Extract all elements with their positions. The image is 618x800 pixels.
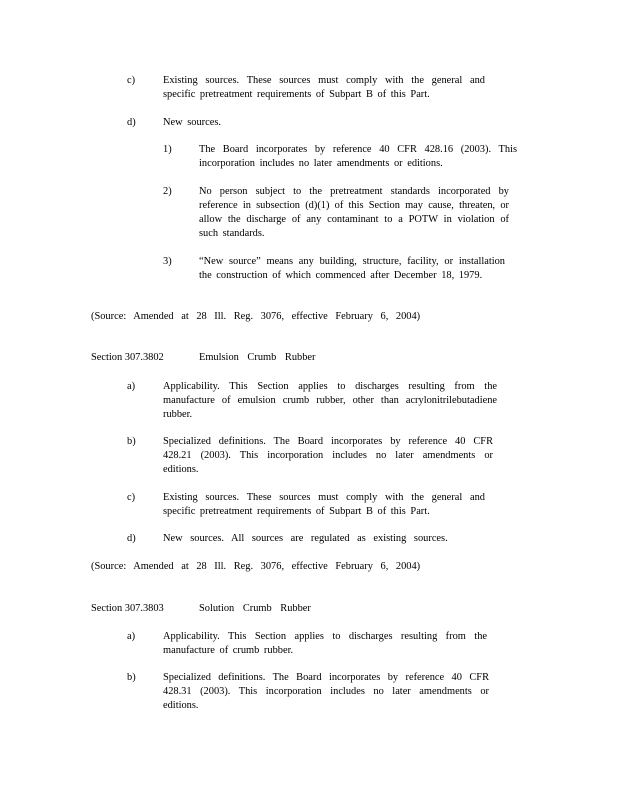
subsection-label-d: d)	[127, 533, 136, 544]
item-label-d1: 1)	[163, 144, 172, 155]
source-note: (Source: Amended at 28 Ill. Reg. 3076, effective February 6, 2004)	[91, 311, 421, 322]
subsection-label-a: a)	[127, 631, 136, 642]
subsection-label-b: b)	[127, 436, 136, 447]
section-title: Emulsion Crumb Rubber	[199, 352, 316, 363]
subsection-text-b: Specialized definitions. The Board incorporates by reference 40 CFR 428.31 (2003). This incorporation includes no later amendments or editions.	[163, 672, 489, 711]
item-text-d3: “New source” means any building, structure, facility, or installation the construction of which commenced after December 18, 1979.	[199, 256, 505, 281]
subsection-text-b: Specialized definitions. The Board incorporates by reference 40 CFR 428.21 (2003). This incorporation includes no later amendments or editions.	[163, 436, 493, 475]
subsection-text-c: Existing sources. These sources must comply with the general and specific pretreatment requirements of Subpart B of this Part.	[163, 492, 485, 517]
subsection-text-d: New sources. All sources are regulated as existing sources.	[163, 533, 448, 544]
item-label-d2: 2)	[163, 186, 172, 197]
subsection-text-c: Existing sources. These sources must comply with the general and specific pretreatment requirements of Subpart B of this Part.	[163, 75, 485, 100]
source-note: (Source: Amended at 28 Ill. Reg. 3076, effective February 6, 2004)	[91, 561, 421, 572]
item-text-d2: No person subject to the pretreatment standards incorporated by reference in subsection (d)(1) of this Section may cause, threaten, or allow the discharge of any contaminant to a POTW in violation of such standards.	[199, 186, 509, 239]
item-text-d1: The Board incorporates by reference 40 CFR 428.16 (2003). This incorporation includes no later amendments or editions.	[199, 144, 517, 169]
subsection-text-a: Applicability. This Section applies to discharges resulting from the manufacture of emulsion crumb rubber, other than acrylonitrilebutadiene rubber.	[163, 381, 497, 420]
subsection-label-d: d)	[127, 117, 136, 128]
subsection-label-b: b)	[127, 672, 136, 683]
subsection-label-c: c)	[127, 75, 136, 86]
subsection-text-a: Applicability. This Section applies to discharges resulting from the manufacture of crumb rubber.	[163, 631, 487, 656]
section-number: Section 307.3802	[91, 352, 164, 363]
item-label-d3: 3)	[163, 256, 172, 267]
section-number: Section 307.3803	[91, 603, 164, 614]
section-title: Solution Crumb Rubber	[199, 603, 311, 614]
subsection-label-c: c)	[127, 492, 136, 503]
subsection-text-d: New sources.	[163, 117, 221, 128]
subsection-label-a: a)	[127, 381, 136, 392]
